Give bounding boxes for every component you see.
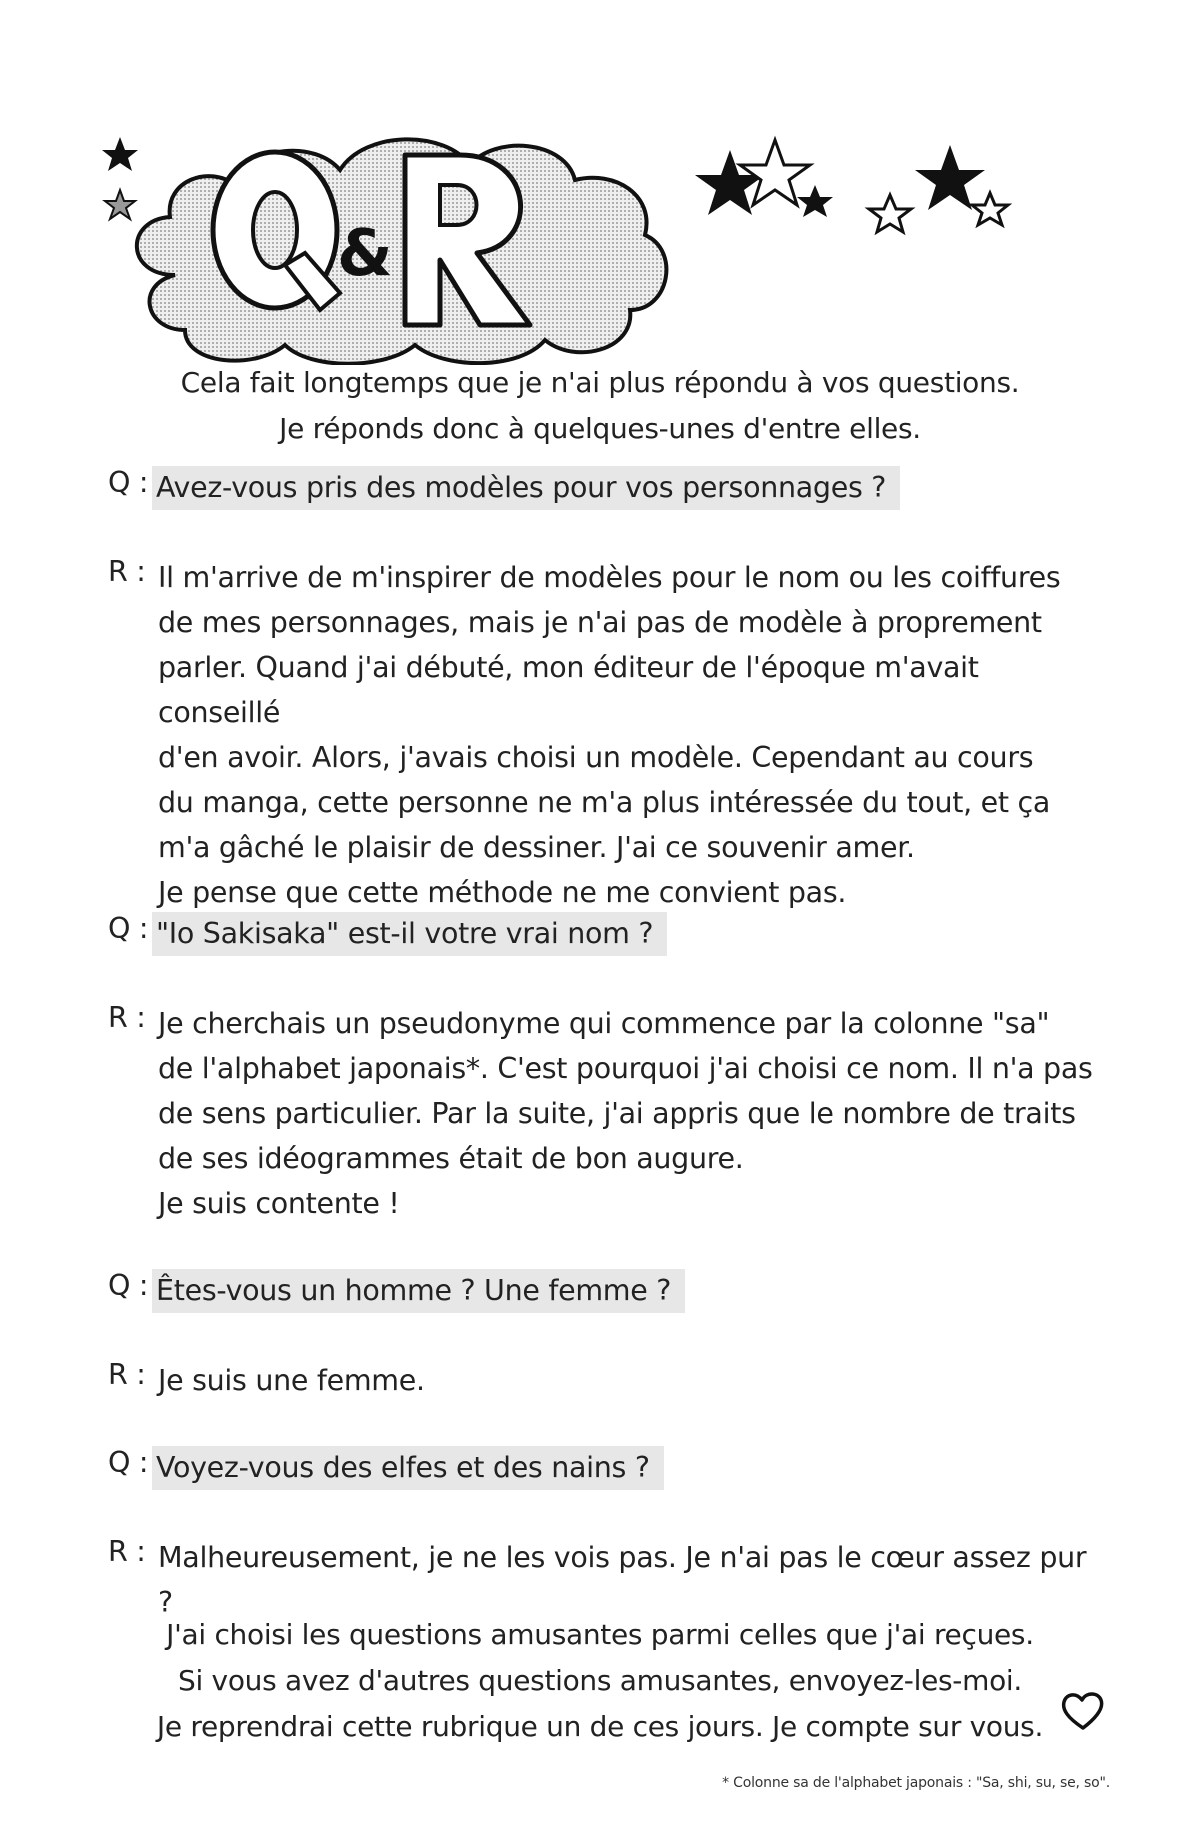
- question-text: Voyez-vous des elfes et des nains ?: [152, 1446, 664, 1490]
- question-text: Êtes-vous un homme ? Une femme ?: [152, 1269, 685, 1313]
- answer-line: de l'alphabet japonais*. C'est pourquoi j'ai choisi ce nom. Il n'a pas: [158, 1052, 1093, 1085]
- answer-line: Je suis contente !: [158, 1187, 400, 1220]
- answer-line: Je suis une femme.: [158, 1364, 425, 1397]
- answer-line: du manga, cette personne ne m'a plus intéressée du tout, et ça: [158, 786, 1051, 819]
- question-text: "Io Sakisaka" est-il votre vrai nom ?: [152, 912, 667, 956]
- answer-line: Il m'arrive de m'inspirer de modèles pour le nom ou les coiffures: [158, 561, 1061, 594]
- answer-line: de mes personnages, mais je n'ai pas de modèle à proprement: [158, 606, 1042, 639]
- closing-line: Si vous avez d'autres questions amusantes, envoyez-les-moi.: [178, 1664, 1022, 1697]
- q-prefix: Q :: [108, 1446, 149, 1479]
- intro-line: Cela fait longtemps que je n'ai plus répondu à vos questions.: [180, 366, 1020, 399]
- a-prefix: R :: [108, 1535, 146, 1568]
- question-4: [108, 1446, 1098, 1490]
- decorative-stars: [690, 135, 1020, 255]
- answer-line: parler. Quand j'ai débuté, mon éditeur de l'époque m'avait conseillé: [158, 651, 979, 729]
- question-3: [108, 1269, 1098, 1313]
- logo-cloud-graphic: [115, 125, 675, 365]
- answer-3: [108, 1358, 1098, 1403]
- svg-text:&: &: [337, 217, 393, 291]
- q-prefix: Q :: [108, 1269, 149, 1302]
- heart-icon: [1060, 1690, 1106, 1732]
- closing-line: Je reprendrai cette rubrique un de ces jours. Je compte sur vous.: [156, 1710, 1044, 1743]
- q-prefix: Q :: [108, 912, 149, 945]
- q-prefix: Q :: [108, 466, 149, 499]
- a-prefix: R :: [108, 1358, 146, 1391]
- question-text: Avez-vous pris des modèles pour vos personnages ?: [152, 466, 900, 510]
- question-1: [108, 466, 1098, 510]
- answer-line: Je cherchais un pseudonyme qui commence par la colonne "sa": [158, 1007, 1050, 1040]
- intro: [120, 360, 1080, 452]
- a-prefix: R :: [108, 555, 146, 588]
- answer-line: m'a gâché le plaisir de dessiner. J'ai ce souvenir amer.: [158, 831, 915, 864]
- closing: [110, 1612, 1090, 1750]
- answer-1: [108, 555, 1098, 915]
- closing-line: J'ai choisi les questions amusantes parmi celles que j'ai reçues.: [166, 1618, 1034, 1651]
- letter-q: [213, 152, 340, 310]
- footnote: * Colonne sa de l'alphabet japonais : "Sa, shi, su, se, so".: [722, 1775, 1110, 1791]
- answer-line: Malheureusement, je ne les vois pas. Je n'ai pas le cœur assez pur ?: [158, 1541, 1087, 1619]
- answer-line: d'en avoir. Alors, j'avais choisi un modèle. Cependant au cours: [158, 741, 1034, 774]
- answer-line: Je pense que cette méthode ne me convient pas.: [158, 876, 847, 909]
- qr-logo: [115, 125, 675, 365]
- star-icon: [100, 135, 140, 235]
- question-2: [108, 912, 1098, 956]
- answer-2: [108, 1001, 1098, 1226]
- a-prefix: R :: [108, 1001, 146, 1034]
- answer-line: de ses idéogrammes était de bon augure.: [158, 1142, 744, 1175]
- intro-line: Je réponds donc à quelques-unes d'entre elles.: [279, 412, 921, 445]
- answer-line: de sens particulier. Par la suite, j'ai appris que le nombre de traits: [158, 1097, 1076, 1130]
